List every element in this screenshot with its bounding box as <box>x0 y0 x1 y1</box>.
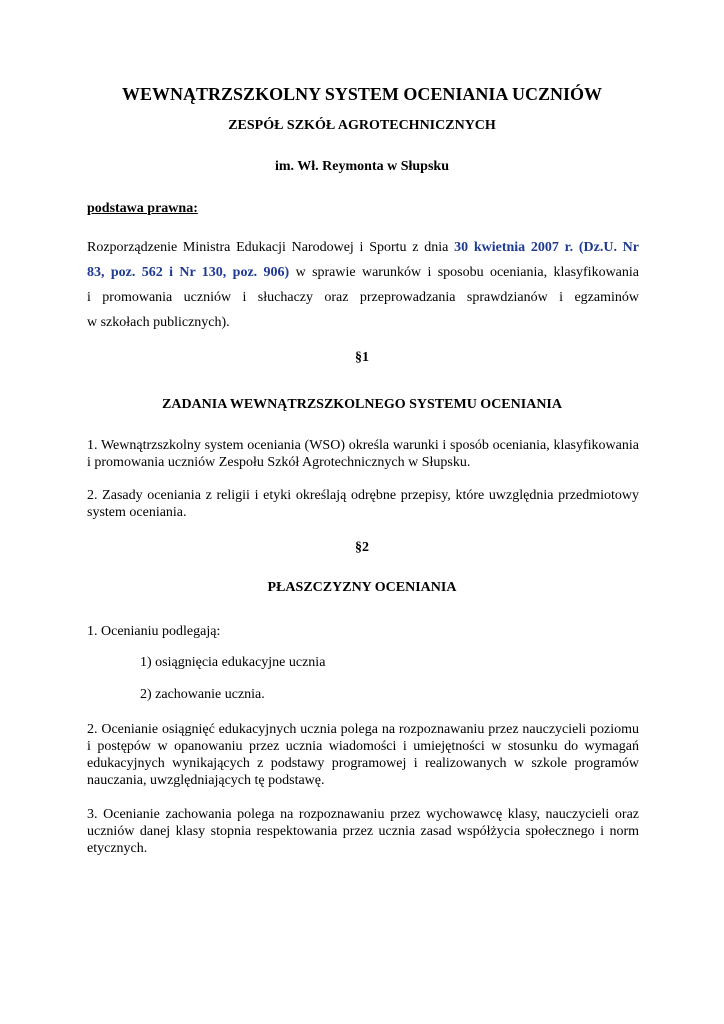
section1-paragraph-2: 2. Zasady oceniania z religii i etyki określają odrębne przepisy, które uwzględnia przedmiotowy system oceniania. <box>87 488 639 520</box>
legal-basis-line-2 <box>87 260 639 285</box>
legal-basis-line-1 <box>87 235 639 260</box>
section2-number: §2 <box>355 540 369 555</box>
section1-number: §1 <box>355 350 369 365</box>
section2-list-item-1: 1) osiągnięcia edukacyjne ucznia <box>140 655 326 670</box>
legal-reference-part2: 83, poz. 562 i Nr 130, poz. 906) <box>87 265 290 280</box>
section1-heading: ZADANIA WEWNĄTRZSZKOLNEGO SYSTEMU OCENIANIA <box>162 397 562 412</box>
legal-basis-line2-suffix: w sprawie warunków i sposobu oceniania, klasyfikowania <box>289 265 640 280</box>
legal-basis-line-4: w szkołach publicznych). <box>87 315 230 330</box>
legal-basis-line1-prefix: Rozporządzenie Ministra Edukacji Narodowej i Sportu z dnia <box>87 240 455 255</box>
section2-paragraph-2: 2. Ocenianie osiągnięć edukacyjnych ucznia polega na rozpoznawaniu przez nauczycieli poziomu i postępów w opanowaniu przez ucznia wiadomości i umiejętności w stosunku do wymagań edukacyjnych wynikających z podstawy programowej i realizowanych w szkole programów nauczania, uwzględniających tę podstawę. <box>87 722 639 788</box>
legal-reference-part1: 30 kwietnia 2007 r. (Dz.U. Nr <box>454 240 640 255</box>
legal-basis-label: podstawa prawna: <box>87 201 198 216</box>
section1-paragraph-1: 1. Wewnątrzszkolny system oceniania (WSO) określa warunki i sposób oceniania, klasyfikowania i promowania uczniów Zespołu Szkół Agrotechnicznych w Słupsku. <box>87 438 639 470</box>
section2-heading: PŁASZCZYZNY OCENIANIA <box>267 580 457 595</box>
legal-basis-line-3: i promowania uczniów i słuchaczy oraz przeprowadzania sprawdzianów i egzaminów <box>87 290 639 305</box>
section2-paragraph-3: 3. Ocenianie zachowania polega na rozpoznawaniu przez wychowawcę klasy, nauczycieli oraz uczniów danej klasy stopnia respektowania przez ucznia zasad współżycia społecznego i norm etycznych. <box>87 807 639 856</box>
legal-basis-label-row <box>87 200 639 217</box>
section2-paragraph-1: 1. Ocenianiu podlegają: <box>87 624 221 639</box>
school-patron: im. Wł. Reymonta w Słupsku <box>274 159 449 174</box>
school-name: ZESPÓŁ SZKÓŁ AGROTECHNICZNYCH <box>228 118 496 133</box>
legal-basis-text <box>87 235 639 335</box>
section2-list-item-2: 2) zachowanie ucznia. <box>140 687 265 702</box>
document-title: WEWNĄTRZSZKOLNY SYSTEM OCENIANIA UCZNIÓW <box>122 84 602 104</box>
